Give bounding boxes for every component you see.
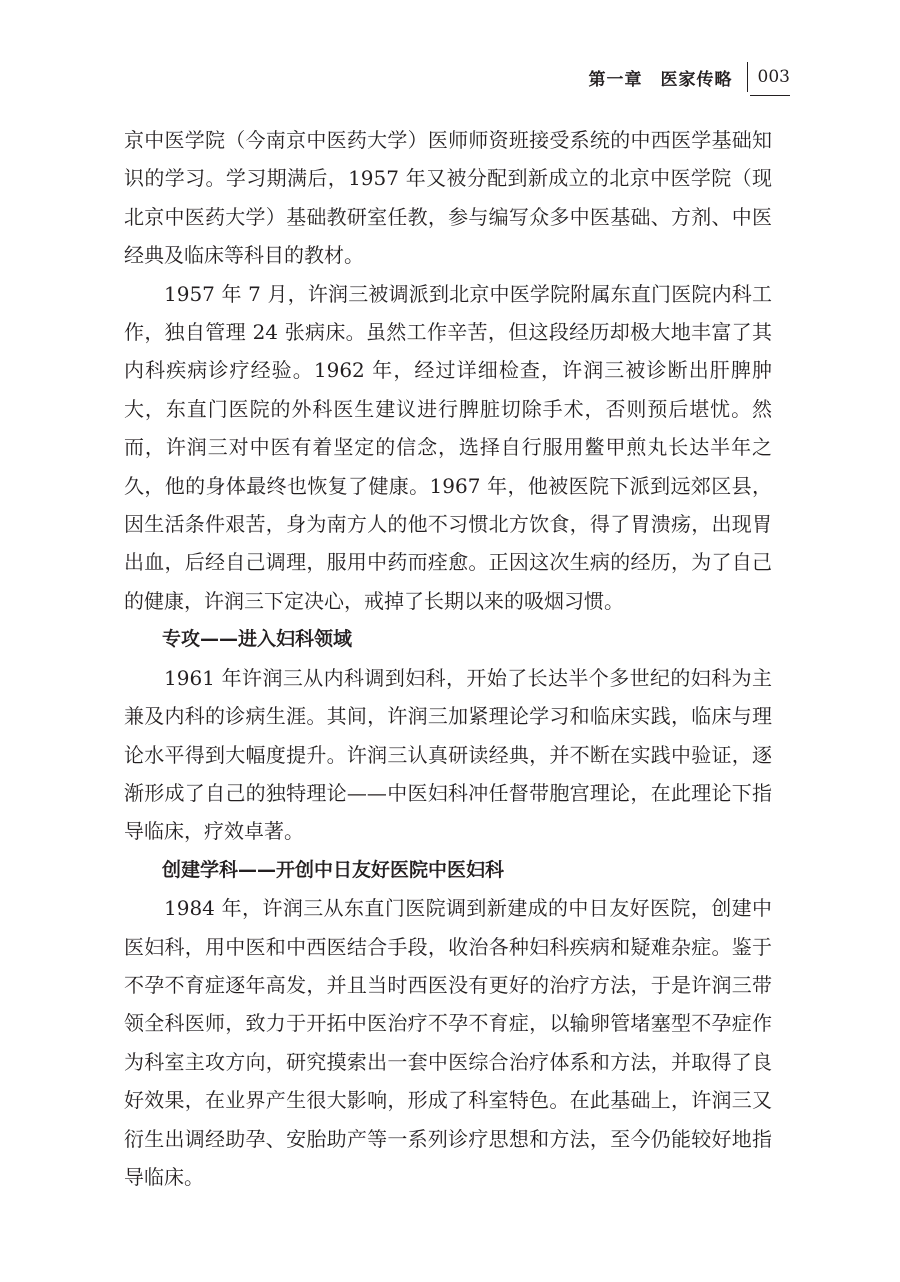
header-divider — [747, 62, 748, 92]
chapter-title: 第一章 医家传略 — [588, 69, 733, 90]
paragraph-continuation: 京中医学院（今南京中医药大学）医师师资班接受系统的中西医学基础知识的学习。学习期满后，1957 年又被分配到新成立的北京中医学院（现北京中医药大学）基础教研室任教，参与编写众多中医基础、方剂、中医经典及临床等科目的教材。 — [124, 128, 772, 268]
paragraph-1961: 1961 年许润三从内科调到妇科，开始了长达半个多世纪的妇科为主兼及内科的诊病生涯。其间，许润三加紧理论学习和临床实践，临床与理论水平得到大幅度提升。许润三认真研读经典，并不断在实践中验证，逐渐形成了自己的独特理论——中医妇科冲任督带胞宫理论，在此理论下指导临床，疗效卓著。 — [124, 665, 772, 844]
running-head — [589, 62, 790, 92]
page-number: 003 — [757, 67, 790, 87]
section-heading-department: 创建学科——开创中日友好医院中医妇科 — [162, 858, 505, 881]
paragraph-1984: 1984 年，许润三从东直门医院调到新建成的中日友好医院，创建中医妇科，用中医和中西医结合手段，收治各种妇科疾病和疑难杂症。鉴于不孕不育症逐年高发，并且当时西医没有更好的治疗方法，于是许润三带领全科医师，致力于开拓中医治疗不孕不育症，以输卵管堵塞型不孕症作为科室主攻方向，研究摸索出一套中医综合治疗体系和方法，并取得了良好效果，在业界产生很大影响，形成了科室特色。在此基础上，许润三又衍生出调经助孕、安胎助产等一系列诊疗思想和方法，至今仍能较好地指导临床。 — [124, 896, 772, 1189]
section-heading-gynecology: 专攻——进入妇科领域 — [162, 628, 353, 651]
page-number-underline — [750, 95, 790, 96]
paragraph-1957: 1957 年 7 月，许润三被调派到北京中医学院附属东直门医院内科工作，独自管理 24 张病床。虽然工作辛苦，但这段经历却极大地丰富了其内科疾病诊疗经验。1962 年，经过详细检查，许润三被诊断出肝脾肿大，东直门医院的外科医生建议进行脾脏切除手术，否则预后堪忧。然而，许润三对中医有着坚定的信念，选择自行服用鳖甲煎丸长达半年之久，他的身体最终也恢复了健康。1967 年，他被医院下派到远郊区县，因生活条件艰苦，身为南方人的他不习惯北方饮食，得了胃溃疡，出现胃出血，后经自己调理，服用中药而痊愈。正因这次生病的经历，为了自己的健康，许润三下定决心，戒掉了长期以来的吸烟习惯。 — [124, 281, 772, 613]
body-text — [124, 121, 772, 1196]
